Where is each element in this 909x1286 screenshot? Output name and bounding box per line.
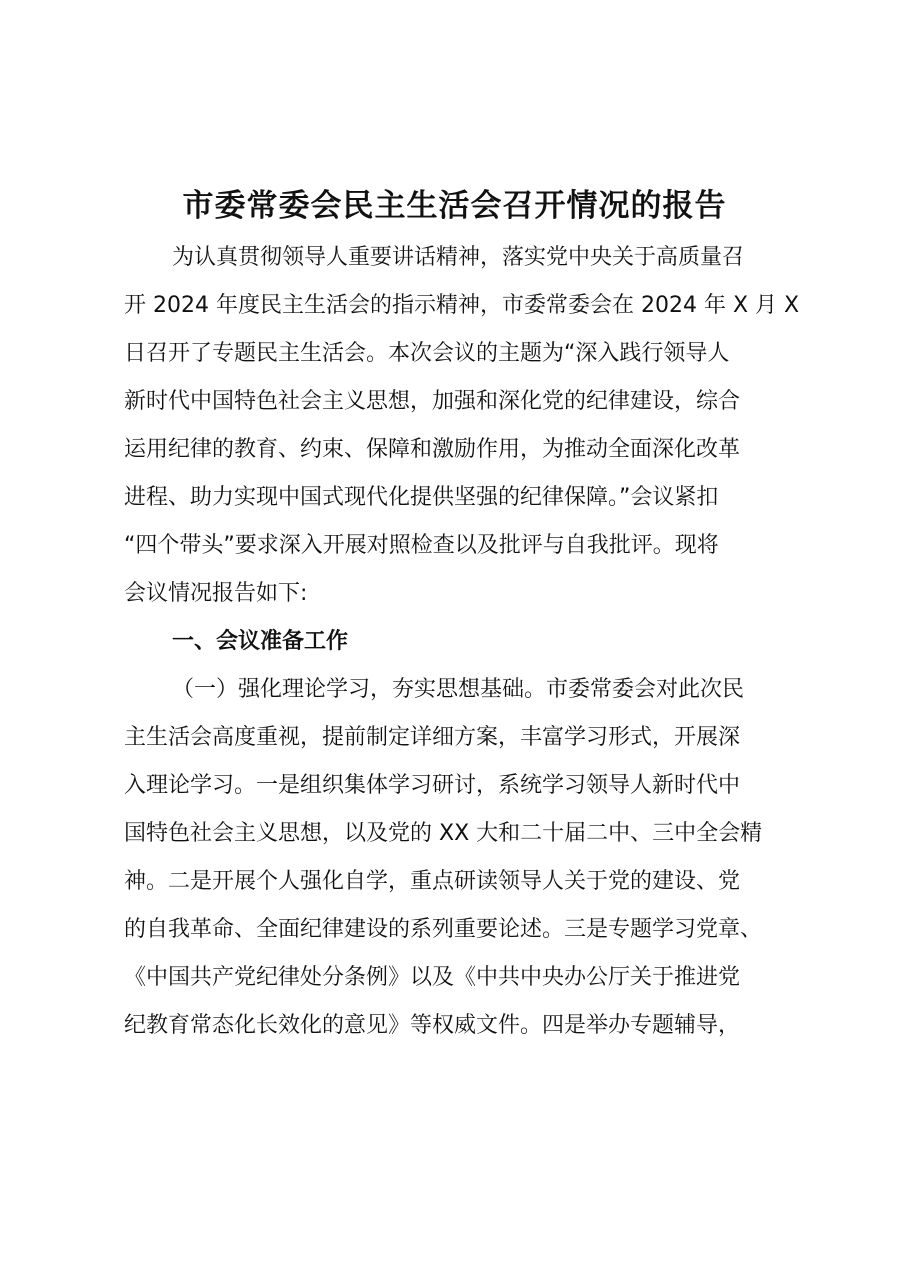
body-line: 国特色社会主义思想，以及党的 XX 大和二十届二中、三中全会精 (124, 821, 763, 846)
body-line: 《中国共产党纪律处分条例》以及《中共中央办公厅关于推进党 (124, 965, 741, 990)
body-line: 运用纪律的教育、约束、保障和激励作用，为推动全面深化改革 (124, 437, 741, 462)
section-heading: 一、会议准备工作 (172, 629, 349, 654)
body-line: 会议情况报告如下: (124, 581, 308, 606)
body-line: 进程、助力实现中国式现代化提供坚强的纪律保障。”会议紧扣 (124, 485, 719, 510)
body-line: 纪教育常态化长效化的意见》等权威文件。四是举办专题辅导， (124, 1013, 741, 1038)
body-line: 为认真贯彻领导人重要讲话精神，落实党中央关于高质量召 (172, 245, 745, 270)
body-line: “四个带头”要求深入开展对照检查以及批评与自我批评。现将 (124, 533, 719, 558)
body-line: 开 2024 年度民主生活会的指示精神，市委常委会在 2024 年 X 月 X (124, 293, 800, 318)
body-line: 主生活会高度重视，提前制定详细方案，丰富学习形式，开展深 (124, 725, 741, 750)
body-line: 日召开了专题民主生活会。本次会议的主题为“深入践行领导人 (124, 341, 730, 366)
body-line: （一）强化理论学习，夯实思想基础。市委常委会对此次民 (172, 677, 745, 702)
document-title: 市委常委会民主生活会召开情况的报告 (182, 188, 727, 224)
body-line: 神。二是开展个人强化自学，重点研读领导人关于党的建设、党 (124, 869, 741, 894)
body-line: 新时代中国特色社会主义思想，加强和深化党的纪律建设，综合 (124, 389, 741, 414)
body-line: 的自我革命、全面纪律建设的系列重要论述。三是专题学习党章、 (124, 917, 763, 942)
body-line: 入理论学习。一是组织集体学习研讨，系统学习领导人新时代中 (124, 773, 741, 798)
